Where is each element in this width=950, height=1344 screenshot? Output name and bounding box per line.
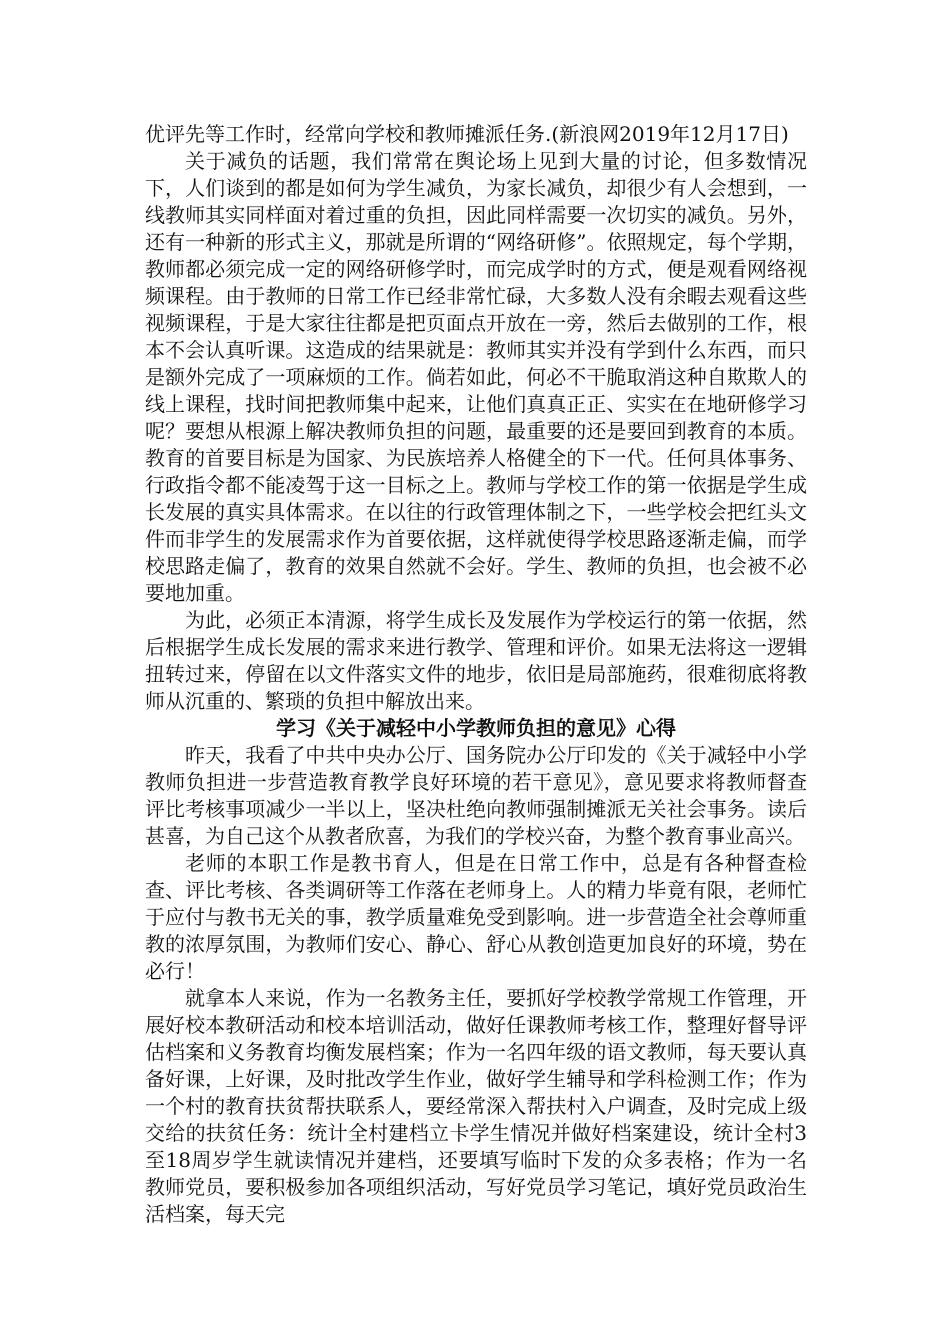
paragraph-2: 关于减负的话题，我们常常在舆论场上见到大量的讨论，但多数情况下，人们谈到的都是如何为学生减负，为家长减负，却很少有人会想到，一线教师其实同样面对着过重的负担，因此同样需要一次切实的减负。另外，还有一种新的形式主义，那就是所谓的“网络研修”。依照规定，每个学期，教师都必须完成一定的网络研修学时，而完成学时的方式，便是观看网络视频课程。由于教师的日常工作已经非常忙碌，大多数人没有余暇去观看这些视频课程，于是大家往往都是把页面点开放在一旁，然后去做别的工作，根本不会认真听课。这造成的结果就是：教师其实并没有学到什么东西，而只是额外完成了一项麻烦的工作。倘若如此，何必不干脆取消这种自欺欺人的线上课程，找时间把教师集中起来，让他们真真正正、实实在在地研修学习呢？要想从根源上解决教师负担的问题，最重要的还是要回到教育的本质。教育的首要目标是为国家、为民族培养人格健全的下一代。任何具体事务、行政指令都不能凌驾于这一目标之上。教师与学校工作的第一依据是学生成长发展的真实具体需求。在以往的行政管理体制之下，一些学校会把红头文件而非学生的发展需求作为首要依据，这样就使得学校思路逐渐走偏，而学校思路走偏了，教育的效果自然就不会好。学生、教师的负担，也会被不必要地加重。 [145, 149, 807, 605]
section-heading: 学习《关于减轻中小学教师负担的意见》心得 [276, 716, 676, 740]
paragraph-3: 为此，必须正本清源，将学生成长及发展作为学校运行的第一依据，然后根据学生成长发展的需求来进行教学、管理和评价。如果无法将这一逻辑扭转过来，停留在以文件落实文件的地步，依旧是局部施药，很难彻底将教师从沉重的、繁琐的负担中解放出来。 [145, 608, 807, 713]
paragraph-6: 就拿本人来说，作为一名教务主任，要抓好学校教学常规工作管理，开展好校本教研活动和校本培训活动，做好任课教师考核工作，整理好督导评估档案和义务教育均衡发展档案；作为一名四年级的语文教师，每天要认真备好课，上好课，及时批改学生作业，做好学生辅导和学科检测工作；作为一个村的教育扶贫帮扶联系人，要经常深入帮扶村入户调查，及时完成上级交给的扶贫任务：统计全村建档立卡学生情况并做好档案建设，统计全村3至18周岁学生就读情况并建档，还要填写临时下发的众多表格；作为一名教师党员，要积极参加各项组织活动，写好党员学习笔记，填好党员政治生活档案，每天完 [145, 986, 807, 1226]
paragraph-5: 老师的本职工作是教书育人，但是在日常工作中，总是有各种督查检查、评比考核、各类调研等工作落在老师身上。人的精力毕竟有限，老师忙于应付与教书无关的事，教学质量难免受到影响。进一步营造全社会尊师重教的浓厚氛围，为教师们安心、静心、舒心从教创造更加良好的环境，势在必行！ [145, 851, 807, 983]
paragraph-4: 昨天，我看了中共中央办公厅、国务院办公厅印发的《关于减轻中小学教师负担进一步营造教育教学良好环境的若干意见》，意见要求将教师督查评比考核事项减少一半以上，坚决杜绝向教师强制摊派无关社会事务。读后甚喜，为自己这个从教者欣喜，为我们的学校兴奋，为整个教育事业高兴。 [145, 743, 807, 848]
document-page [145, 121, 807, 1228]
paragraph-1: 优评先等工作时，经常向学校和教师摊派任务.(新浪网2019年12月17日) [145, 122, 789, 146]
